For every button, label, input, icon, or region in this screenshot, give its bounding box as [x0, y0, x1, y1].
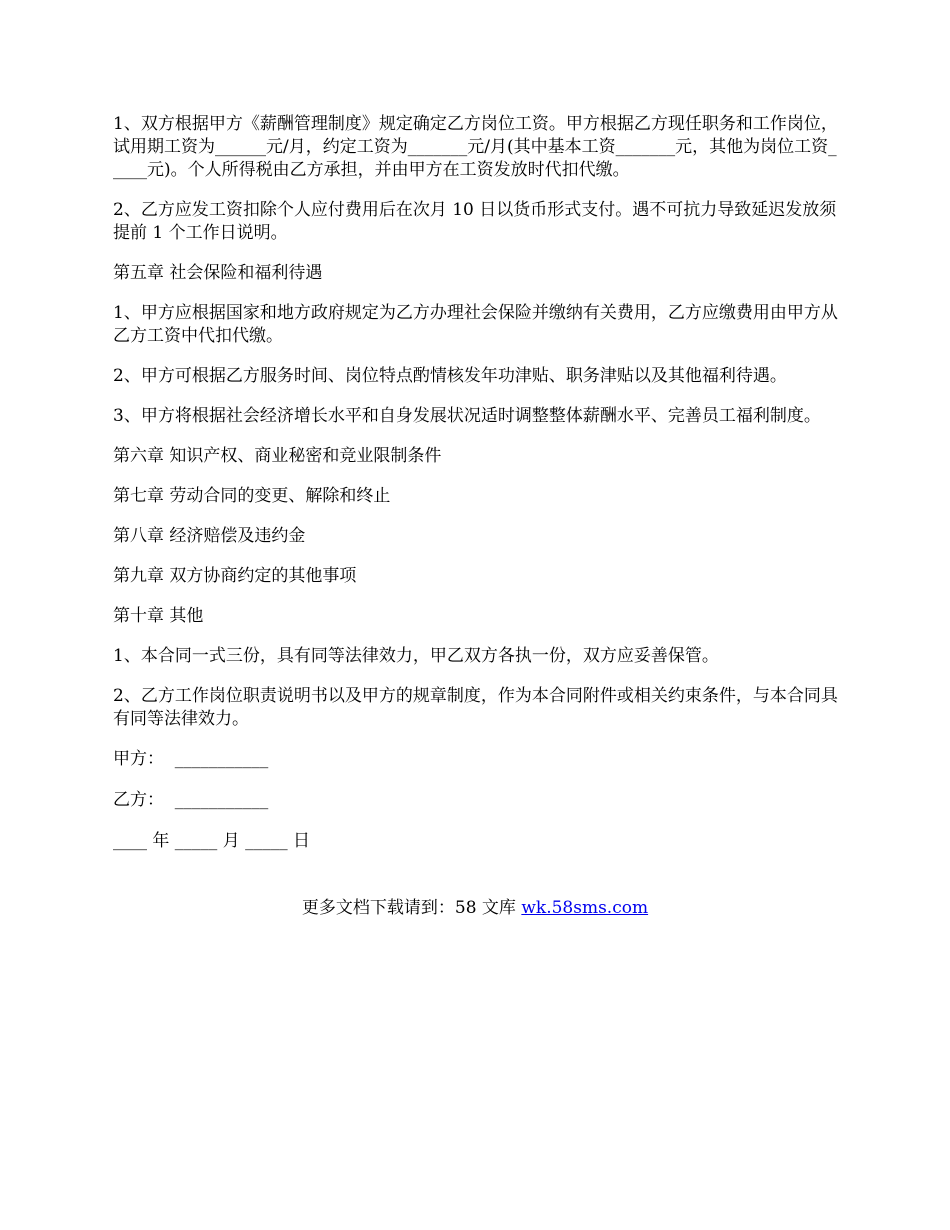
party-b-signature: 乙方： ___________	[113, 790, 269, 810]
footer-text: 更多文档下载请到：58 文库	[301, 898, 522, 918]
chapter-7-heading: 第七章 劳动合同的变更、解除和终止	[113, 486, 391, 506]
chapter-8-heading: 第八章 经济赔偿及违约金	[113, 526, 306, 546]
chapter-9-heading: 第九章 双方协商约定的其他事项	[113, 566, 357, 586]
party-a-signature: 甲方： ___________	[113, 749, 269, 769]
paragraph-copies: 1、本合同一式三份，具有同等法律效力，甲乙双方各执一份，双方应妥善保管。	[113, 646, 719, 666]
paragraph-allowance: 2、甲方可根据乙方服务时间、岗位特点酌情核发年功津贴、职务津贴以及其他福利待遇。	[113, 366, 787, 386]
footer	[0, 897, 950, 920]
footer-link[interactable]: wk.58sms.com	[521, 898, 649, 918]
chapter-5-heading: 第五章 社会保险和福利待遇	[113, 263, 323, 283]
paragraph-welfare-adjust: 3、甲方将根据社会经济增长水平和自身发展状况适时调整整体薪酬水平、完善员工福利制度。	[113, 406, 821, 426]
paragraph-social-insurance: 1、甲方应根据国家和地方政府规定为乙方办理社会保险并缴纳有关费用，乙方应缴费用由甲方从乙方工资中代扣代缴。	[113, 303, 838, 346]
paragraph-payment: 2、乙方应发工资扣除个人应付费用后在次月 10 日以货币形式支付。遇不可抗力导致延迟发放须提前 1 个工作日说明。	[113, 200, 837, 243]
paragraph-salary: 1、双方根据甲方《薪酬管理制度》规定确定乙方岗位工资。甲方根据乙方现任职务和工作岗位，试用期工资为______元/月，约定工资为_______元/月(其中基本工资_______元，其他为岗位工资_____元)。个人所得税由乙方承担，并由甲方在工资发放时代扣代缴。	[113, 114, 838, 180]
chapter-6-heading: 第六章 知识产权、商业秘密和竞业限制条件	[113, 446, 442, 466]
paragraph-attachments: 2、乙方工作岗位职责说明书以及甲方的规章制度，作为本合同附件或相关约束条件，与本合同具有同等法律效力。	[113, 686, 838, 729]
chapter-10-heading: 第十章 其他	[113, 606, 204, 626]
signature-date: ____ 年 _____ 月 _____ 日	[113, 831, 311, 851]
document-body	[113, 113, 843, 871]
